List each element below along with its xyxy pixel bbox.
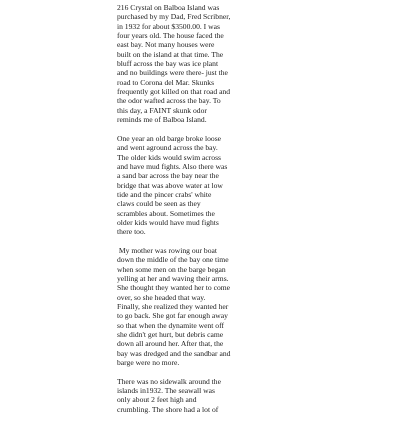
text-line: and went aground across the bay. bbox=[117, 143, 218, 153]
text-line: scrambles about. Sometimes the bbox=[117, 208, 215, 218]
text-line: and no buildings were there- just the bbox=[117, 68, 228, 78]
text-line: purchased by my Dad, Fred Scribner, bbox=[117, 12, 231, 22]
text-line: claws could be seen as they bbox=[117, 199, 201, 209]
text-line: There was no sidewalk around the bbox=[117, 376, 221, 386]
text-line: when some men on the barge began bbox=[117, 264, 226, 274]
text-line: only about 2 feet high and bbox=[117, 395, 197, 405]
text-line: yelling at her and waving their arms. bbox=[117, 273, 229, 283]
paragraph-seawall bbox=[117, 377, 297, 414]
text-line: built on the island at that time. The bbox=[117, 49, 224, 59]
text-line: reminds me of Balboa Island. bbox=[117, 115, 207, 125]
paragraph-dynamite bbox=[117, 246, 297, 367]
paragraph-house-purchase bbox=[117, 3, 297, 124]
text-line: this day, a FAINT skunk odor bbox=[117, 105, 207, 115]
text-line: and have mud fights. Also there was bbox=[117, 161, 228, 171]
text-line: My mother was rowing our boat bbox=[117, 245, 217, 255]
text-line: in 1932 for about $3500.00. I was bbox=[117, 21, 220, 31]
text-line: so that when the dynamite went off bbox=[117, 320, 224, 330]
text-line: bluff across the bay was ice plant bbox=[117, 59, 219, 69]
text-line: She thought they wanted her to come bbox=[117, 283, 231, 293]
text-line: the odor wafted across the bay. To bbox=[117, 96, 221, 106]
text-line: a sand bar across the bay near the bbox=[117, 171, 219, 181]
text-line: over, so she headed that way. bbox=[117, 292, 206, 302]
text-line: there too. bbox=[117, 227, 146, 237]
text-line: road to Corona del Mar. Skunks bbox=[117, 77, 215, 87]
text-line: down all around her. After that, the bbox=[117, 339, 224, 349]
text-line: One year an old barge broke loose bbox=[117, 133, 222, 143]
text-line: Finally, she realized they wanted her bbox=[117, 302, 229, 311]
text-line: islands in1932. The seawall was bbox=[117, 386, 215, 396]
text-line: tide and the pincer crabs' white bbox=[117, 189, 212, 199]
text-line: frequently got killed on that road and bbox=[117, 87, 231, 97]
text-line: east bay. Not many houses were bbox=[117, 40, 215, 50]
text-line: The older kids would swim across bbox=[117, 152, 221, 162]
memoir-text-column bbox=[117, 3, 297, 423]
text-line: bay was dredged and the sandbar and bbox=[117, 348, 231, 358]
text-line: 216 Crystal on Balboa Island was bbox=[117, 3, 220, 12]
text-line: to go back. She got far enough away bbox=[117, 311, 228, 321]
text-line: down the middle of the bay one time bbox=[117, 255, 229, 265]
text-line: bridge that was above water at low bbox=[117, 180, 223, 190]
text-line: four years old. The house faced the bbox=[117, 31, 224, 41]
text-line: older kids would have mud fights bbox=[117, 217, 219, 227]
text-line: barge were no more. bbox=[117, 358, 180, 368]
text-line: crumbling. The shore had a lot of bbox=[117, 404, 219, 414]
text-line: she didn't get hurt, but debris came bbox=[117, 330, 224, 340]
paragraph-barge-sandbar bbox=[117, 134, 297, 237]
